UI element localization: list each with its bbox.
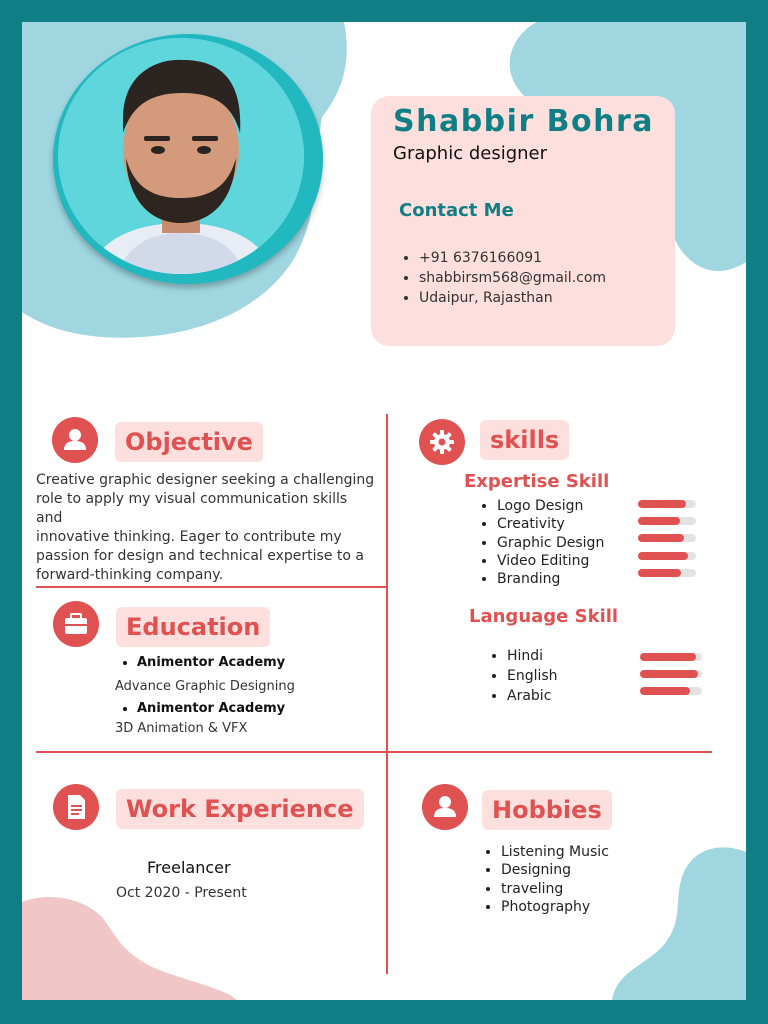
language-list — [507, 646, 558, 706]
objective-line: innovative thinking. Eager to contribute my — [36, 529, 342, 545]
skill-level-bar — [638, 534, 696, 542]
divider-left-mid — [36, 586, 387, 588]
person-role: Graphic designer — [393, 143, 548, 164]
briefcase-icon — [53, 601, 99, 647]
user-icon — [52, 417, 98, 463]
education-course: 3D Animation & VFX — [115, 721, 248, 736]
hobby-item: • Photography — [501, 898, 609, 916]
divider-full — [36, 751, 712, 753]
header-card — [371, 96, 675, 346]
skill-level-fill — [638, 517, 680, 525]
skills-title: skills — [480, 420, 569, 460]
person-name: Shabbir Bohra — [393, 104, 655, 139]
expertise-title: Expertise Skill — [464, 471, 610, 492]
divider-vertical — [386, 414, 388, 974]
contact-phone: • +91 6376166091 — [419, 248, 606, 268]
hobby-item: • Designing — [501, 861, 609, 879]
skill-level-bar — [640, 670, 702, 678]
work-icon-circle — [53, 784, 99, 830]
skill-level-bar — [638, 569, 696, 577]
skill-level-bar — [638, 500, 696, 508]
user-icon — [422, 784, 468, 830]
education-icon-circle — [53, 601, 99, 647]
resume-page — [22, 22, 746, 1000]
contact-email: • shabbirsm568@gmail.com — [419, 268, 606, 288]
hobby-item: • Listening Music — [501, 843, 609, 861]
expertise-item: • Logo Design — [497, 497, 604, 515]
skill-level-fill — [638, 500, 686, 508]
skill-level-fill — [640, 687, 690, 695]
objective-line: role to apply my visual communication skills and — [36, 491, 348, 526]
hobbies-list — [501, 843, 609, 916]
expertise-item: • Video Editing — [497, 552, 604, 570]
language-item: • Arabic — [507, 686, 558, 706]
contact-title: Contact Me — [399, 200, 514, 221]
hobby-item: • traveling — [501, 880, 609, 898]
objective-text — [36, 471, 376, 585]
objective-line: passion for design and technical expertise to a — [36, 548, 364, 564]
skill-level-bar — [638, 517, 696, 525]
skill-level-bar — [638, 552, 696, 560]
work-period: Oct 2020 - Present — [116, 885, 247, 901]
hobbies-title: Hobbies — [482, 790, 612, 830]
expertise-item: • Creativity — [497, 515, 604, 533]
work-position: Freelancer — [147, 858, 231, 877]
expertise-item: • Branding — [497, 570, 604, 588]
language-item: • Hindi — [507, 646, 558, 666]
expertise-item: • Graphic Design — [497, 534, 604, 552]
blob-bottom-left — [22, 892, 242, 1000]
education-list — [137, 700, 285, 718]
education-list — [137, 654, 285, 672]
expertise-list — [497, 497, 604, 588]
gear-icon — [419, 419, 465, 465]
objective-line: forward-thinking company. — [36, 567, 224, 583]
document-icon — [53, 784, 99, 830]
objective-line: Creative graphic designer seeking a challenging — [36, 472, 375, 488]
work-title: Work Experience — [116, 789, 364, 829]
skill-level-fill — [638, 534, 684, 542]
person-portrait-icon — [58, 38, 304, 274]
objective-icon-circle — [52, 417, 98, 463]
skill-level-fill — [638, 569, 681, 577]
skills-icon-circle — [419, 419, 465, 465]
education-school: • Animentor Academy — [137, 700, 285, 718]
skill-level-fill — [640, 670, 698, 678]
language-title: Language Skill — [469, 606, 619, 627]
profile-photo — [58, 38, 304, 274]
skill-level-fill — [640, 653, 696, 661]
contact-list — [419, 248, 606, 308]
education-course: Advance Graphic Designing — [115, 679, 295, 694]
hobbies-icon-circle — [422, 784, 468, 830]
objective-title: Objective — [115, 422, 263, 462]
language-item: • English — [507, 666, 558, 686]
education-title: Education — [116, 607, 270, 647]
blob-bottom-right — [612, 842, 746, 1000]
skill-level-fill — [638, 552, 688, 560]
skill-level-bar — [640, 687, 702, 695]
education-school: • Animentor Academy — [137, 654, 285, 672]
contact-location: • Udaipur, Rajasthan — [419, 288, 606, 308]
skill-level-bar — [640, 653, 702, 661]
